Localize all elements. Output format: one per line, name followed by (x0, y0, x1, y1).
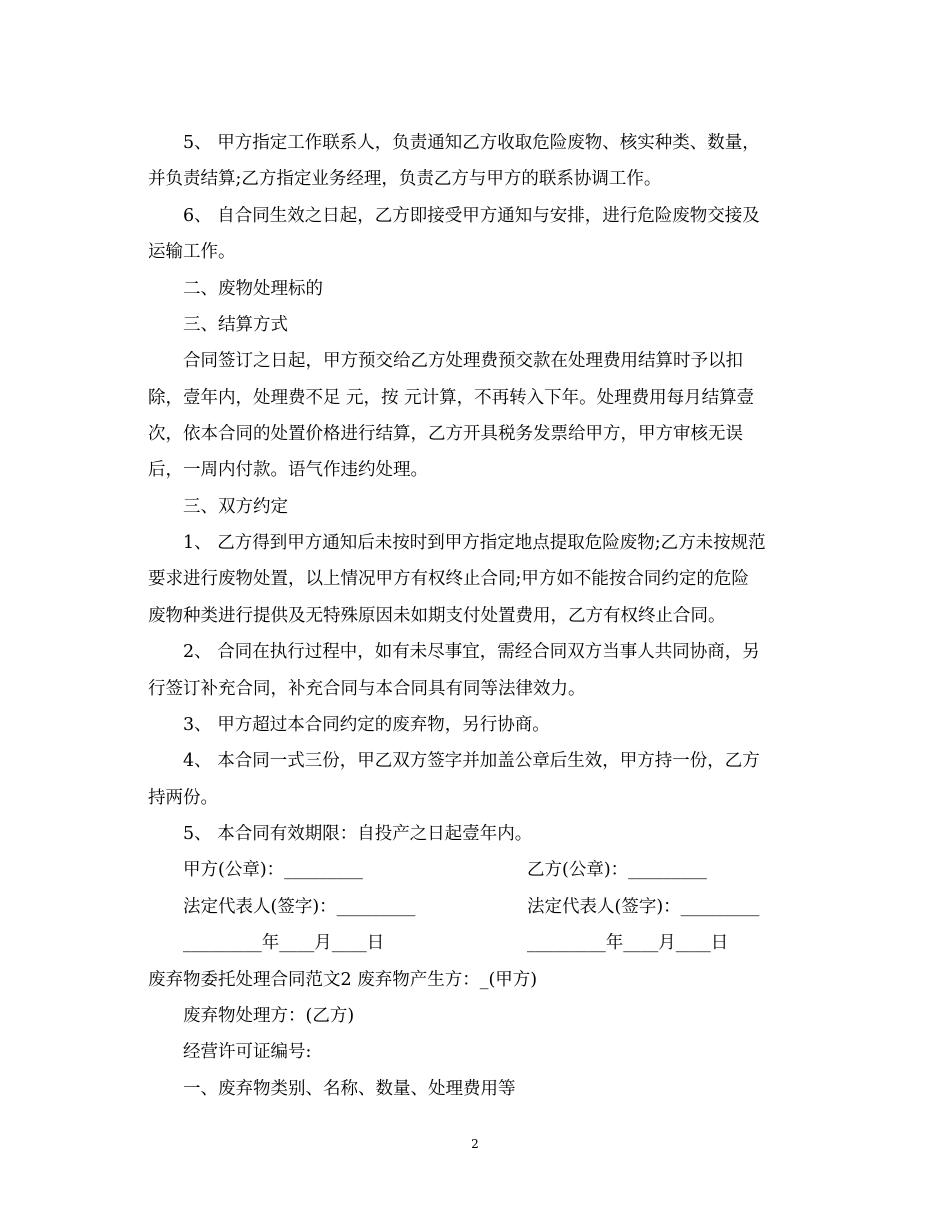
party-a-date-field: _________年____月____日 (183, 933, 385, 953)
agreement-4-line-2: 持两份。 (148, 788, 218, 808)
agreement-5-line-1: 5、 本合同有效期限：自投产之日起壹年内。 (183, 824, 533, 844)
party-b-seal-field: 乙方(公章)：_________ (527, 860, 707, 880)
agreement-4-line-1: 4、 本合同一式三份，甲乙双方签字并加盖公章后生效，甲方持一份，乙方 (183, 751, 760, 771)
settlement-line-2: 除，壹年内，处理费不足 元，按 元计算，不再转入下年。处理费用每月结算壹 (148, 388, 755, 408)
agreement-1-line-3: 废物种类进行提供及无特殊原因未如期支付处置费用，乙方有权终止合同。 (148, 606, 726, 626)
processor-party-line: 废弃物处理方：(乙方) (183, 1006, 355, 1026)
section-heading-subject: 二、废物处理标的 (183, 279, 323, 299)
page-number: 2 (471, 1137, 479, 1151)
agreement-2-line-2: 行签订补充合同，补充合同与本合同具有同等法律效力。 (148, 679, 586, 699)
agreement-1-line-1: 1、 乙方得到甲方通知后未按时到甲方指定地点提取危险废物;乙方未按规范 (183, 533, 766, 553)
license-number-line: 经营许可证编号: (183, 1042, 312, 1062)
agreement-2-line-1: 2、 合同在执行过程中，如有未尽事宜，需经合同双方当事人共同协商，另 (183, 642, 760, 662)
party-b-date-field: _________年____月____日 (527, 933, 729, 953)
party-a-seal-field: 甲方(公章)：_________ (183, 860, 363, 880)
clause-5-line-1: 5、 甲方指定工作联系人，负责通知乙方收取危险废物、核实种类、数量， (183, 133, 760, 153)
section-heading-agreement: 三、双方约定 (183, 497, 288, 517)
settlement-line-3: 次，依本合同的处置价格进行结算，乙方开具税务发票给甲方，甲方审核无误 (148, 424, 743, 444)
second-contract-title: 废弃物委托处理合同范文2 废弃物产生方：_(甲方) (148, 970, 538, 990)
clause-6-line-2: 运输工作。 (148, 242, 236, 262)
party-b-representative-field: 法定代表人(签字)：_________ (527, 897, 760, 917)
agreement-1-line-2: 要求进行废物处置，以上情况甲方有权终止合同;甲方如不能按合同约定的危险 (148, 569, 749, 589)
settlement-line-4: 后，一周内付款。语气作违约处理。 (148, 460, 428, 480)
clause-6-line-1: 6、 自合同生效之日起，乙方即接受甲方通知与安排，进行危险废物交接及 (183, 206, 760, 226)
section-heading-settlement: 三、结算方式 (183, 315, 288, 335)
clause-5-line-2: 并负责结算;乙方指定业务经理，负责乙方与甲方的联系协调工作。 (148, 169, 662, 189)
section-one-heading: 一、废弃物类别、名称、数量、处理费用等 (183, 1079, 516, 1099)
settlement-line-1: 合同签订之日起，甲方预交给乙方处理费预交款在处理费用结算时予以扣 (183, 351, 743, 371)
agreement-3-line-1: 3、 甲方超过本合同约定的废弃物，另行协商。 (183, 715, 550, 735)
party-a-representative-field: 法定代表人(签字)：_________ (183, 897, 416, 917)
